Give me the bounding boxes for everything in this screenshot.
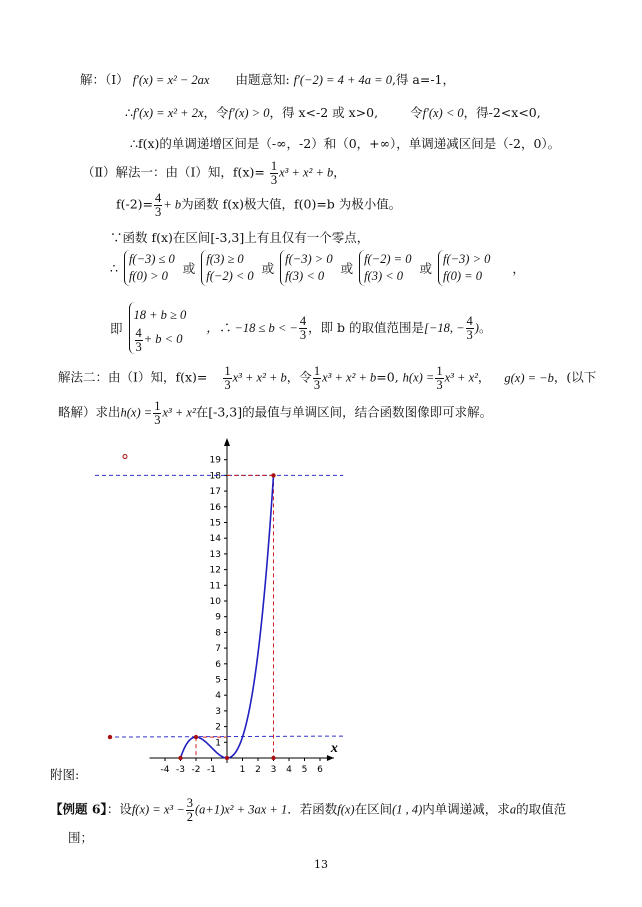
y-tick-label: 8 — [215, 628, 221, 639]
solution-part1-line1 — [80, 70, 455, 88]
example6-line1: 【例题 6】：设f(x) = x³ − $\frac{3}{2}$ (a+1)x² + 3ax + 1．若函数f(x)在区间(1 , 4)内单调递减，求a的取值范 — [50, 796, 567, 824]
method2-line1: 解法二：由（Ⅰ）知，f(x)= $\frac{1}{3}$ x³ + x² + b，令 $\frac{1}{3}$ x³ + x² + b=0, h(x) = $\frac{1}{3}$ x³ + x²， g(x) = −b，(以下 — [58, 364, 597, 392]
comma-2: ， — [512, 261, 525, 276]
curve-point — [194, 735, 198, 739]
text-let-3: ，令 — [286, 369, 312, 385]
solution-part2-line1 — [82, 160, 346, 186]
y-axis-arrow — [224, 438, 230, 446]
method2-line2: 略解）求出h(x) = $\frac{1}{3}$ x³ + x²在[-3,3]的最值与单调区间，结合函数图像即可求解。 — [58, 399, 493, 427]
h-expr: x³ + x² — [444, 370, 478, 385]
fx-expr-3: x³ + x² + b — [322, 370, 377, 385]
fraction-four-third-2: $\frac{4}{3}$ — [299, 314, 307, 342]
x-tick-label: 5 — [301, 765, 308, 775]
extreme-text: 为函数 f(x)极大值，f(0)=b 为极小值。 — [181, 196, 402, 212]
fraction-four-third: $\frac{4}{3}$ — [155, 191, 162, 219]
y-tick-label: 5 — [215, 675, 221, 686]
example6-line2: 围； — [68, 830, 94, 845]
text-solution-2: ，得-2<x<0, — [463, 105, 541, 120]
y-tick-label: 3 — [215, 706, 221, 717]
h-label: h(x) = — [402, 370, 435, 385]
or-4: 或 — [419, 261, 432, 276]
eq-zero: =0, — [376, 369, 399, 385]
system-5: f(−3) > 0 f(0) = 0 — [438, 250, 494, 286]
fraction-four-third-3: $\frac{4}{3}$ — [466, 314, 473, 342]
curve-point — [271, 756, 275, 760]
x-tick-label: -2 — [191, 765, 201, 775]
extreme-values-line — [116, 192, 401, 218]
ineq-negative: f′(x) < 0 — [422, 106, 464, 120]
y-tick-label: 14 — [209, 534, 221, 545]
therefore-symbol: ∴ — [125, 105, 133, 120]
ex-text-3: 在区间 — [354, 801, 393, 817]
ji-label: 即 — [110, 321, 123, 337]
condition-text: 由题意知: — [235, 72, 290, 87]
h-expr-2: x³ + x² — [162, 405, 196, 420]
stray-point — [123, 455, 127, 459]
fx-expr: x³ + x² + b — [279, 165, 334, 180]
plus-b: + b — [163, 197, 182, 212]
y-tick-label: 1 — [215, 738, 221, 749]
curve-point — [178, 756, 182, 760]
text-solution-1: ，得 x<-2 或 x>0, — [269, 105, 379, 120]
derivative-expr: f′(x) = x² − 2ax — [132, 73, 210, 87]
ex-text-5: 的取值范 — [516, 801, 567, 817]
y-tick-label: 9 — [215, 612, 221, 623]
text-let-2: 令 — [410, 105, 423, 120]
period: 。 — [478, 319, 492, 335]
or-2: 或 — [261, 261, 275, 276]
range-start: [−18, − — [424, 320, 465, 335]
ex-text-2: ．若函数 — [287, 801, 338, 817]
example-label: 【例题 6】 — [50, 801, 107, 817]
ex-text-1: ：设 — [106, 801, 132, 817]
fx-expr-2: x³ + x² + b — [232, 370, 287, 385]
method2-text-b: 在[-3,3]的最值与单调区间，结合函数图像即可求解。 — [195, 404, 493, 420]
g-expr: g(x) = −b — [504, 370, 554, 385]
left-point — [108, 735, 112, 739]
y-tick-label: 2 — [215, 722, 221, 733]
system-1: f(−3) ≤ 0 f(0) > 0 — [124, 250, 179, 286]
x-tick-label: -4 — [160, 765, 170, 775]
part2-label: （Ⅱ）解法一：由（Ⅰ）知，f(x)= — [82, 164, 265, 180]
system-4: f(−2) = 0 f(3) < 0 — [359, 250, 415, 286]
ex-interval: (1 , 4) — [392, 802, 423, 817]
x-tick-label: 6 — [317, 765, 323, 775]
solution-part1-line2 — [125, 103, 541, 121]
text-let: ，令 — [203, 105, 229, 120]
or-1: 或 — [182, 261, 196, 276]
therefore-symbol-2: ∴ — [110, 260, 118, 276]
figure-caption: 附图: — [50, 767, 80, 782]
x-tick-label: -1 — [207, 765, 216, 775]
y-tick-label: 19 — [209, 455, 221, 466]
function-graph — [50, 435, 360, 780]
tail-text: ，(以下 — [553, 369, 597, 385]
y-tick-label: 4 — [215, 691, 221, 702]
y-tick-label: 15 — [209, 518, 221, 529]
x-tick-label: 4 — [286, 765, 292, 775]
systems-line — [110, 250, 525, 286]
x-tick-label: 1 — [239, 765, 246, 775]
fraction-one-third: $\frac{1}{3}$ — [270, 159, 278, 187]
y-tick-label: 7 — [215, 644, 221, 655]
page-number: 13 — [314, 858, 328, 871]
ex-fx3: f(x) — [337, 802, 355, 817]
ex-fx: f(x) = x³ − — [131, 802, 185, 817]
derivative-expr-2: f′(x) = x² + 2x — [132, 106, 204, 120]
ex-text-4: 内单调递减，求 — [422, 801, 510, 817]
ex-a: a — [509, 802, 517, 817]
y-tick-label: 12 — [209, 565, 221, 576]
x-tick-label: -3 — [176, 765, 185, 775]
x-tick-label: 2 — [255, 765, 261, 775]
y-tick-label: 16 — [209, 502, 221, 513]
solution-label: 解：（Ⅰ） — [80, 72, 129, 87]
y-tick-label: 13 — [209, 549, 221, 560]
system-3: f(−3) > 0 f(3) < 0 — [280, 250, 336, 286]
method2-label: 解法二：由（Ⅰ）知，f(x)= — [58, 369, 208, 385]
x-tick-label: 3 — [270, 765, 277, 775]
or-3: 或 — [340, 261, 354, 276]
f-neg2-label: f(-2)= — [116, 196, 154, 212]
system-2: f(3) ≥ 0 f(−2) < 0 — [201, 250, 257, 286]
monotonic-intervals: ∴f(x)的单调递增区间是（-∞，-2）和（0，+∞），单调递减区间是（-2，0）。 — [130, 136, 561, 151]
condition-result: ,得 a=-1， — [391, 72, 456, 87]
combined-system: 18 + b ≥ 0 $\frac{4}{3}$ + b < 0 — [129, 302, 191, 354]
combined-condition-line — [110, 302, 491, 354]
condition-expr: f′(−2) = 4 + 4a = 0 — [293, 73, 392, 87]
ineq-positive: f′(x) > 0 — [228, 106, 270, 120]
h-label-2: h(x) = — [120, 405, 153, 420]
method2-text-a: 略解）求出 — [58, 404, 121, 420]
zero-point-condition: ∵函数 f(x)在区间[-3,3]上有且仅有一个零点， — [110, 230, 370, 245]
x-axis-label: x — [330, 741, 338, 756]
y-tick-label: 10 — [209, 597, 221, 607]
y-tick-label: 6 — [215, 659, 221, 670]
ex-fx2: (a+1)x² + 3ax + 1 — [194, 802, 288, 817]
b-range-text: ，即 b 的取值范围是 — [308, 319, 425, 335]
y-tick-label: 11 — [209, 581, 221, 592]
y-tick-label: 18 — [209, 471, 221, 482]
range-end: ) — [474, 320, 479, 335]
y-tick-label: 17 — [209, 487, 221, 498]
b-range-ineq: ，∴ −18 ≤ b < − — [206, 320, 298, 335]
curve-point — [271, 473, 275, 477]
curve-point — [225, 756, 229, 760]
comma: ， — [333, 164, 346, 180]
